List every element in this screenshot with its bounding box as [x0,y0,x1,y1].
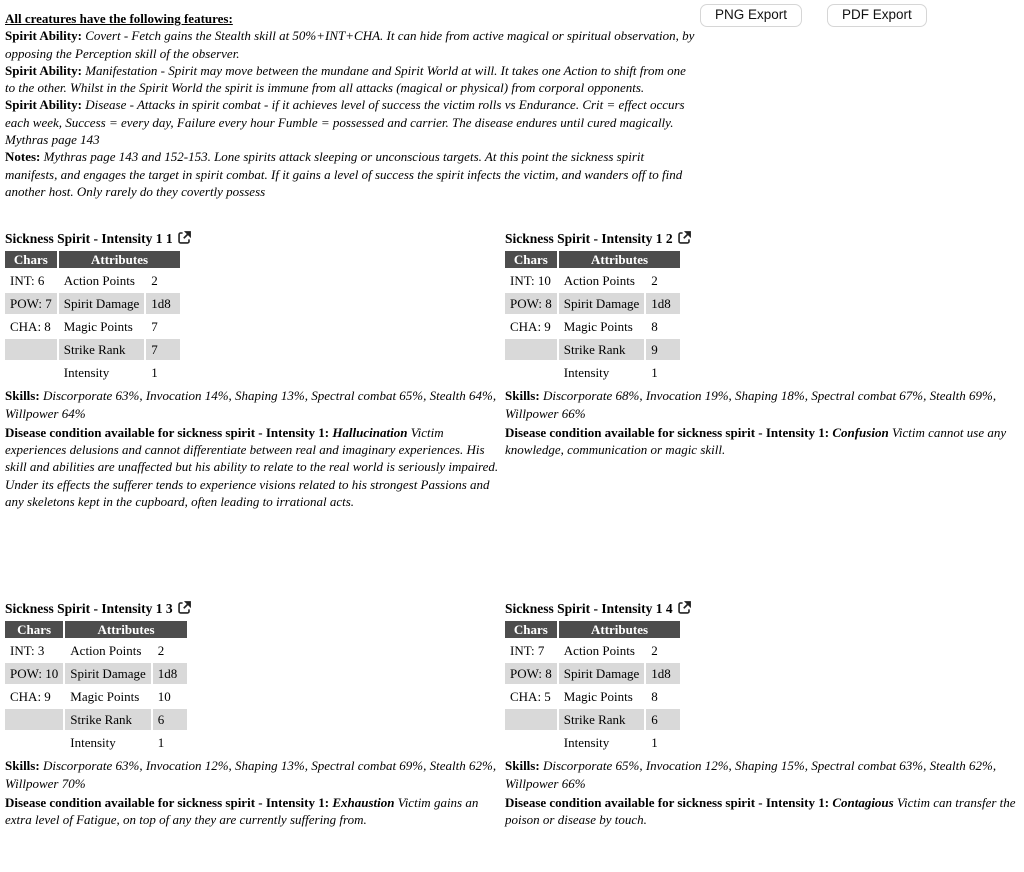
table-row [5,686,187,707]
creature-grid [5,230,1024,828]
creature-title [505,230,1020,247]
stats-header-row [5,251,180,268]
char-cell [505,362,557,383]
attr-label: Action Points [65,640,150,661]
attr-value: 1d8 [146,293,180,314]
table-row [5,362,180,383]
attr-value: 9 [646,339,680,360]
spirit-ability-covert: Spirit Ability: Covert - Fetch gains the Stealth skill at 50%+INT+CHA. It can hide from active magical or spiritual observation, by opposing the Perception skill of the observer. [5,28,695,61]
external-link-icon[interactable] [677,600,692,615]
table-row [505,709,680,730]
creature-title [5,230,502,247]
attr-label: Intensity [559,362,644,383]
table-row [5,640,187,661]
intro-text [5,10,697,200]
attr-label: Strike Rank [559,709,644,730]
char-cell: POW: 7 [5,293,57,314]
creature-block-1 [5,230,502,600]
table-row [505,316,680,337]
intro-heading: All creatures have the following features: [5,11,233,26]
export-bar [700,4,927,27]
char-cell: CHA: 9 [505,316,557,337]
char-cell: POW: 10 [5,663,63,684]
chars-header: Chars [505,621,557,638]
attr-value: 10 [153,686,187,707]
table-row [5,316,180,337]
creature-title [5,600,502,617]
stats-table [503,619,682,755]
attr-value: 2 [146,270,180,291]
attr-label: Intensity [65,732,150,753]
external-link-icon[interactable] [177,230,192,245]
attr-value: 1d8 [153,663,187,684]
stats-header-row [5,621,187,638]
char-cell [505,709,557,730]
disease-text: Disease condition available for sickness spirit - Intensity 1: Hallucination Victim experiences delusions and cannot differentiate between real and imaginary experiences. His skill and abilities are unaffected but his ability to relate to the real world is seriously impaired. Under its effects the sufferer tends to experience visions related to his strongest Passions and any skeletons kept in the cupboard, often leading to irrational acts. [5,424,499,510]
table-row [505,686,680,707]
attr-value: 6 [153,709,187,730]
table-row [505,732,680,753]
creature-title [505,600,1020,617]
char-cell: CHA: 8 [5,316,57,337]
skills-text: Skills: Discorporate 63%, Invocation 12%, Shaping 13%, Spectral combat 69%, Stealth 62%, Willpower 70% [5,758,497,791]
skills-text: Skills: Discorporate 68%, Invocation 19%, Shaping 18%, Spectral combat 67%, Stealth 69%, Willpower 66% [505,388,997,421]
attr-label: Magic Points [59,316,144,337]
table-row [505,339,680,360]
attr-label: Action Points [59,270,144,291]
attr-label: Spirit Damage [559,293,644,314]
external-link-icon[interactable] [677,230,692,245]
stats-header-row [505,251,680,268]
char-cell: INT: 3 [5,640,63,661]
attr-value: 1 [153,732,187,753]
attributes-header: Attributes [559,251,680,268]
table-row [5,732,187,753]
chars-header: Chars [5,621,63,638]
attr-value: 1d8 [646,663,680,684]
char-cell: POW: 8 [505,293,557,314]
attr-value: 8 [646,316,680,337]
disease-name: Confusion [832,424,889,440]
attr-label: Magic Points [65,686,150,707]
creature-title-text: Sickness Spirit - Intensity 1 3 [5,601,173,617]
attr-value: 7 [146,316,180,337]
attr-label: Strike Rank [559,339,644,360]
char-cell: INT: 7 [505,640,557,661]
attr-value: 2 [646,270,680,291]
attr-value: 2 [153,640,187,661]
attr-value: 1d8 [646,293,680,314]
creature-block-3 [5,600,502,828]
attr-label: Magic Points [559,316,644,337]
char-cell [505,339,557,360]
png-export-button[interactable]: PNG Export [700,4,802,27]
skills-text: Skills: Discorporate 65%, Invocation 12%, Shaping 15%, Spectral combat 63%, Stealth 62%, Willpower 66% [505,758,997,791]
attr-value: 1 [646,732,680,753]
chars-header: Chars [505,251,557,268]
attr-label: Spirit Damage [59,293,144,314]
char-cell: POW: 8 [505,663,557,684]
disease-name: Hallucination [332,424,408,440]
table-row [505,270,680,291]
table-row [5,339,180,360]
table-row [505,362,680,383]
attr-value: 8 [646,686,680,707]
disease-name: Contagious [832,794,894,810]
stats-table [3,249,182,385]
notes-paragraph: Notes: Mythras page 143 and 152-153. Lone spirits attack sleeping or unconscious targets. At this point the sickness spirit manifests, and engages the target in spirit combat. If it gains a level of success the spirit infects the victim, and wanders off to find another host. Only rarely do they covertly possess [5,149,683,199]
attr-label: Strike Rank [59,339,144,360]
char-cell [5,362,57,383]
stats-table [503,249,682,385]
attr-label: Intensity [559,732,644,753]
attr-label: Action Points [559,270,644,291]
char-cell [5,732,63,753]
char-cell: CHA: 9 [5,686,63,707]
attr-label: Magic Points [559,686,644,707]
char-cell: INT: 6 [5,270,57,291]
pdf-export-button[interactable]: PDF Export [827,4,927,27]
spirit-ability-disease: Spirit Ability: Disease - Attacks in spirit combat - if it achieves level of success the victim rolls vs Endurance. Crit = effect occurs each week, Success = every day, Failure every hour Fumble = possessed and carrier. The disease endures until cured magically. Mythras page 143 [5,97,685,148]
attr-value: 1 [646,362,680,383]
attributes-header: Attributes [559,621,680,638]
stats-header-row [505,621,680,638]
attr-label: Spirit Damage [559,663,644,684]
char-cell [5,339,57,360]
attr-label: Spirit Damage [65,663,150,684]
creature-block-2 [505,230,1020,600]
attributes-header: Attributes [65,621,186,638]
table-row [5,709,187,730]
external-link-icon[interactable] [177,600,192,615]
chars-header: Chars [5,251,57,268]
attr-label: Action Points [559,640,644,661]
creature-title-text: Sickness Spirit - Intensity 1 4 [505,601,673,617]
char-cell [5,709,63,730]
char-cell: CHA: 5 [505,686,557,707]
char-cell [505,732,557,753]
table-row [5,270,180,291]
spirit-ability-manifestation: Spirit Ability: Manifestation - Spirit may move between the mundane and Spirit World at will. It takes one Action to shift from one to the other. Whilst in the Spirit World the spirit is immune from all attacks (magical or physical) from corporal opponents. [5,62,686,96]
table-row [505,663,680,684]
table-row [5,293,180,314]
attributes-header: Attributes [59,251,180,268]
disease-name: Exhaustion [332,794,395,810]
attr-label: Intensity [59,362,144,383]
table-row [505,293,680,314]
attr-value: 6 [646,709,680,730]
table-row [505,640,680,661]
attr-value: 2 [646,640,680,661]
creature-block-4 [505,600,1020,828]
creature-title-text: Sickness Spirit - Intensity 1 1 [5,231,173,247]
disease-text: Disease condition available for sickness spirit - Intensity 1: Exhaustion Victim gains an extra level of Fatigue, on top of any they are currently suffering from. [5,794,479,828]
skills-text: Skills: Discorporate 63%, Invocation 14%, Shaping 13%, Spectral combat 65%, Stealth 64%, Willpower 64% [5,388,497,421]
char-cell: INT: 10 [505,270,557,291]
disease-text: Disease condition available for sickness spirit - Intensity 1: Contagious Victim can transfer the poison or disease by touch. [505,794,1016,828]
attr-label: Strike Rank [65,709,150,730]
stats-table [3,619,189,755]
creature-title-text: Sickness Spirit - Intensity 1 2 [505,231,673,247]
disease-text: Disease condition available for sickness spirit - Intensity 1: Confusion Victim cannot use any knowledge, communication or magic skill. [505,424,1007,458]
attr-value: 1 [146,362,180,383]
table-row [5,663,187,684]
attr-value: 7 [146,339,180,360]
